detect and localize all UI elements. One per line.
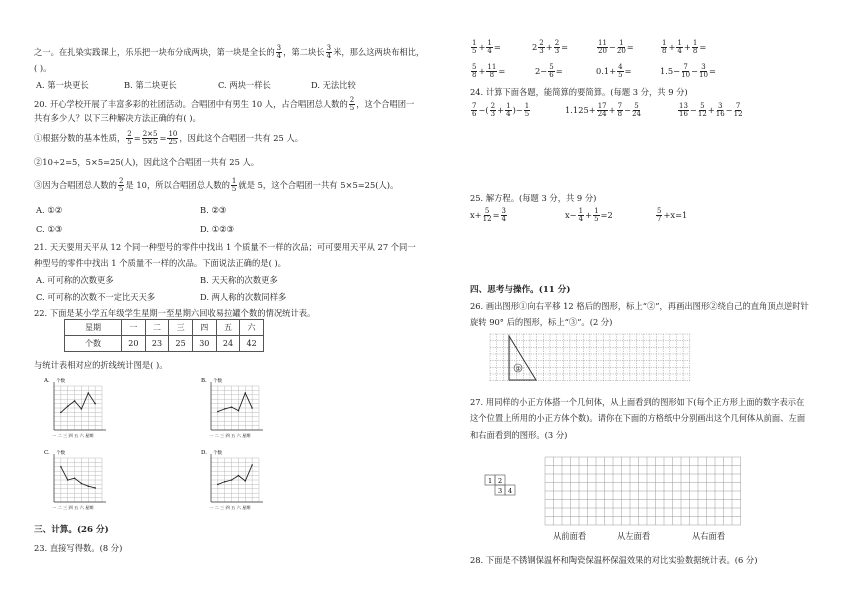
table-cell: 20 xyxy=(122,336,146,352)
q21-line2: 种型号的零件中找出 1 个质量不一样的次品。下面说法正确的是( )。 xyxy=(34,258,286,268)
q21-option-b: B. 天天称的次数更多 xyxy=(200,275,278,285)
table-cell: 四 xyxy=(192,320,216,336)
q20-method1: ①根据分数的基本性质， $\frac{2}{5}$ = $\frac{2\times 5}{5\times 5}$ = $\frac{10}{25}$ ，因此这个合唱团一共有 25 人。 xyxy=(34,130,304,146)
data-point xyxy=(94,403,96,405)
table-cell: 24 xyxy=(216,336,240,352)
q20-option-d: D. ①②③ xyxy=(200,224,234,234)
q21-option-a: A. 可可称的次数更多 xyxy=(36,275,114,285)
table-cell: 六 xyxy=(240,320,264,336)
table-cell: 42 xyxy=(240,336,264,352)
x-axis-label: 一 二 三 四 五 六 星期 xyxy=(52,505,94,510)
data-point xyxy=(238,475,240,477)
q23-text: 23. 直接写得数。(8 分) xyxy=(34,543,123,553)
data-point xyxy=(244,392,246,394)
q25-item-1: x+ $\frac{5}{12}$ = $\frac{3}{4}$ xyxy=(470,207,506,223)
data-point xyxy=(60,466,62,468)
q20-method3: ③因为合唱团总人数的 $\frac{2}{5}$ 是 10，所以合唱团总人数的 $\frac{1}{5}$ 就是 5，这个合唱团一共有 5×5=25(人)。 xyxy=(34,177,399,193)
data-point xyxy=(81,483,83,485)
q21-option-c: C. 可可称的次数不一定比天天多 xyxy=(36,292,156,302)
q23-item-4: $\frac{1}{8}$ + $\frac{1}{4}$ + $\frac{1}{8}$ = xyxy=(662,39,707,55)
y-axis-label: 个数 xyxy=(213,451,222,456)
digit: 3 xyxy=(498,487,503,495)
q19-option-d: D. 无法比较 xyxy=(311,80,356,90)
q23-item-2: 2 $\frac{2}{3}$ + $\frac{2}{3}$ = xyxy=(532,39,569,55)
q27-line1: 27. 用同样的小正方体搭一个几何体，从上面看到的图形如下(每个正方形上面的数字表示在 xyxy=(470,397,805,407)
line-chart-option-c xyxy=(40,448,140,514)
table-row xyxy=(65,336,264,352)
table-cell: 25 xyxy=(169,336,193,352)
q22-stats-table xyxy=(64,319,264,352)
q24-item-1: $\frac{7}{6}$ −( $\frac{2}{3}$ + $\frac{1}{4}$ )− $\frac{1}{5}$ xyxy=(472,102,530,118)
data-point xyxy=(87,485,89,487)
line-chart-option-a xyxy=(40,376,140,442)
q24-text: 24. 计算下面各题，能简算的要简算。(每题 3 分，共 9 分) xyxy=(470,87,688,97)
q27-line3: 和右面看到的图形。(3 分) xyxy=(470,430,568,440)
q23-item-7: 0.1+ $\frac{4}{5}$ = xyxy=(596,63,632,79)
table-cell: 一 xyxy=(122,320,146,336)
q19-option-c: C. 两块一样长 xyxy=(218,80,271,90)
data-point xyxy=(217,484,219,486)
data-point xyxy=(244,480,246,482)
q27-grid-paper[interactable] xyxy=(544,456,742,526)
triangle-shape-1 xyxy=(509,336,536,380)
series-line xyxy=(61,467,95,488)
view-label-left: 从左面看 xyxy=(617,531,651,541)
q26-line2: 旋转 90° 后的图形，标上“③”。(2 分) xyxy=(470,317,613,327)
q24-item-3: $\frac{13}{16}$ − $\frac{5}{12}$ + $\frac{3}{16}$ − $\frac{7}{12}$ xyxy=(679,102,743,118)
series-line xyxy=(218,465,252,484)
q23-item-8: 1.5− $\frac{7}{10}$ − $\frac{3}{10}$ = xyxy=(660,63,716,79)
table-cell: 个数 xyxy=(65,336,122,352)
q20-line2: 共有多少人？以下三种解决方法正确的有( )。 xyxy=(34,113,201,123)
q25-text: 25. 解方程。(每题 3 分，共 9 分) xyxy=(470,193,597,203)
q25-item-3: $\frac{5}{7}$ +x=1 xyxy=(657,207,688,223)
q22-text: 22. 下面是某小学五年级学生星期一至星期六回收易拉罐个数的情况统计表。 xyxy=(34,308,316,318)
q20-line1: 20. 开心学校开展了丰富多彩的社团活动。合唱团中有男生 10 人，占合唱团总人数的 $\frac{2}{5}$ ，这个合唱团一 xyxy=(34,96,415,112)
q21-option-d: D. 两人称的次数同样多 xyxy=(200,292,287,302)
q20-option-a: A. ①② xyxy=(36,205,63,215)
x-axis-label: 一 二 三 四 五 六 星期 xyxy=(52,433,94,438)
q20-option-b: B. ②③ xyxy=(200,205,227,215)
data-point xyxy=(87,392,89,394)
x-axis-label: 一 二 三 四 五 六 星期 xyxy=(209,505,251,510)
data-point xyxy=(238,410,240,412)
data-point xyxy=(67,479,69,481)
data-point xyxy=(231,479,233,481)
table-row xyxy=(65,320,264,336)
q23-item-5: $\frac{5}{8}$ + $\frac{11}{8}$ = xyxy=(472,63,506,79)
q26-line1: 26. 画出图形①向右平移 12 格后的图形，标上“②”，再画出图形②绕自己的直角顶点逆时针 xyxy=(470,301,809,311)
chart-option-label: C. xyxy=(44,450,50,456)
series-line xyxy=(218,393,252,411)
table-cell: 30 xyxy=(192,336,216,352)
series-line xyxy=(61,393,95,412)
data-point xyxy=(60,412,62,414)
y-axis-label: 个数 xyxy=(213,379,222,384)
q28-text: 28. 下面是不锈钢保温杯和陶瓷保温杯保温效果的对比实验数据统计表。(6 分) xyxy=(470,555,758,565)
data-point xyxy=(224,481,226,483)
digit: 4 xyxy=(508,487,513,495)
q23-item-6: 2− $\frac{5}{6}$ = xyxy=(535,63,563,79)
shape-label: ① xyxy=(515,365,521,373)
data-point xyxy=(81,408,83,410)
q27-top-view xyxy=(484,474,524,500)
chart-option-label: D. xyxy=(201,450,207,456)
q23-item-3: $\frac{11}{20}$ − $\frac{1}{20}$ = xyxy=(598,39,634,55)
data-point xyxy=(67,405,69,407)
view-label-front: 从前面看 xyxy=(553,531,587,541)
x-axis-label: 一 二 三 四 五 六 星期 xyxy=(209,433,251,438)
data-point xyxy=(74,400,76,402)
q22-after-text: 与统计表相对应的折线统计图是( )。 xyxy=(34,360,168,370)
y-axis-label: 个数 xyxy=(56,451,65,456)
data-point xyxy=(217,411,219,413)
q19-paren: ( )。 xyxy=(34,63,52,73)
digit: 1 xyxy=(488,477,493,485)
section-4-heading: 四、思考与操作。(11 分) xyxy=(470,285,571,295)
data-point xyxy=(231,406,233,408)
q23-item-1: $\frac{1}{5}$ + $\frac{1}{4}$ = xyxy=(472,39,501,55)
q21-line1: 21. 天天要用天平从 12 个同一种型号的零件中找出 1 个质量不一样的次品；可可要用天平从 27 个同一 xyxy=(34,242,416,252)
chart-option-label: B. xyxy=(201,378,207,384)
table-cell: 星期 xyxy=(65,320,122,336)
view-label-right: 从右面看 xyxy=(692,531,726,541)
y-axis-label: 个数 xyxy=(56,379,65,384)
q26-grid[interactable] xyxy=(488,332,698,388)
data-point xyxy=(74,477,76,479)
line-chart-option-b xyxy=(197,376,297,442)
q19-option-a: A. 第一块更长 xyxy=(36,80,89,90)
table-cell: 二 xyxy=(145,320,169,336)
q27-line2: 这个位置上所用的小正方体个数)。请你在下面的方格纸中分别画出这个几何体从前面、左面 xyxy=(470,413,806,423)
data-point xyxy=(251,464,253,466)
q19-option-b: B. 第二块更长 xyxy=(124,80,177,90)
section-3-heading: 三、计算。(26 分) xyxy=(34,525,109,535)
line-chart-option-d xyxy=(197,448,297,514)
digit: 2 xyxy=(498,477,503,485)
q20-option-c: C. ①③ xyxy=(36,224,63,234)
q24-item-2: 1.125+ $\frac{17}{24}$ + $\frac{7}{8}$ − $\frac{5}{24}$ xyxy=(565,102,641,118)
chart-option-label: A. xyxy=(44,378,50,384)
data-point xyxy=(251,407,253,409)
data-point xyxy=(224,408,226,410)
q25-item-2: x− $\frac{1}{4}$ + $\frac{1}{5}$ =2 xyxy=(565,207,613,223)
table-cell: 三 xyxy=(169,320,193,336)
data-point xyxy=(94,487,96,489)
q19-tail: 之一。在扎染实践课上，乐乐把一块布分成两块，第一块是全长的 $\frac{3}{4}$ ，第二块长 $\frac{3}{4}$ 米，那么这两块布相比， xyxy=(34,44,425,60)
table-cell: 五 xyxy=(216,320,240,336)
q20-method2: ②10÷2=5，5×5=25(人)，因此这个合唱团一共有 25 人。 xyxy=(34,157,260,167)
table-cell: 23 xyxy=(145,336,169,352)
